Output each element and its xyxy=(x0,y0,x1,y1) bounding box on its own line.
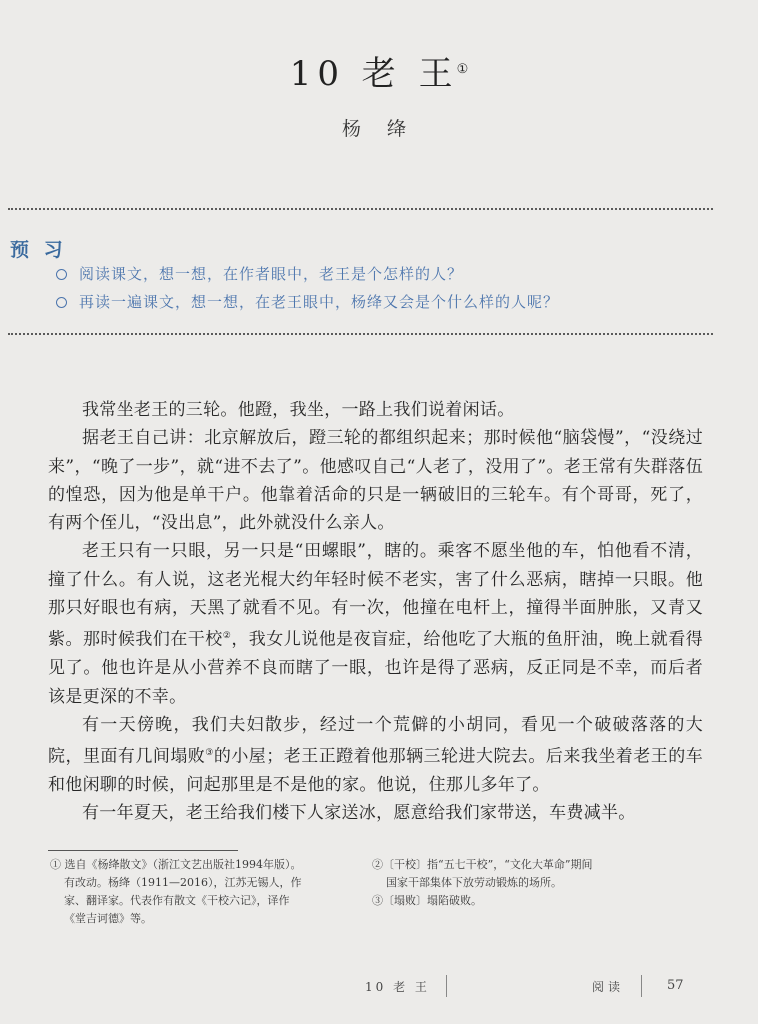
lesson-title-text: 10 老 王 xyxy=(289,54,459,94)
page-number: 57 xyxy=(667,978,684,993)
circle-bullet-icon xyxy=(56,269,67,280)
paragraph-3-part-1: 老王只有一只眼，另一只是“田螺眼”，瞎的。乘客不愿坐他的车，怕他看不清，撞了什么。有人说，这老光棍大约年轻时候不老实，害了什么恶病，瞎掉一只眼。他那只好眼也有病，天黑了就看不见。有一次，他撞在电杆上，撞得半面肿胀，又青又紫。那时候我们在干校 xyxy=(48,541,703,651)
footnote-line: ① 选自《杨绛散文》（浙江文艺出版社1994年版）。 xyxy=(50,858,302,871)
preview-item-text: 阅读课文，想一想，在作者眼中，老王是个怎样的人？ xyxy=(79,265,464,283)
footnote-line: 《堂吉诃德》等。 xyxy=(64,912,152,925)
footnote-line: ③〔塌败〕塌陷破败。 xyxy=(372,894,482,907)
footnotes-left xyxy=(50,856,355,928)
preview-item-text: 再读一遍课文，想一想，在老王眼中，杨绛又会是个什么样的人呢？ xyxy=(79,293,560,311)
preview-heading: 预 习 xyxy=(10,239,67,261)
paragraph-3-part-2: ，我女儿说他是夜盲症，给他吃了大瓶的鱼肝油，晚上就看得见了。他也许是从小营养不良而瞎了一眼，也许是得了恶病，反正同是不幸，而后者该是更深的不幸。 xyxy=(48,630,703,707)
title-footnote-mark: ① xyxy=(456,61,469,77)
footnote-ref-3: ③ xyxy=(205,748,214,759)
footer-section-name: 阅读 xyxy=(592,980,625,994)
paragraph-1: 我常坐老王的三轮。他蹬，我坐，一路上我们说着闲话。 xyxy=(82,400,515,420)
paragraph-3 xyxy=(48,537,703,710)
paragraph-4-part-1: 有一天傍晚，我们夫妇散步，经过一个荒僻的小胡同，看见一个破破落落的大院，里面有几间塌败 xyxy=(48,714,703,767)
preview-item xyxy=(56,288,736,316)
divider-bottom xyxy=(8,333,713,335)
paragraph-2: 据老王自己讲：北京解放后，蹬三轮的都组织起来；那时候他“脑袋慢”，“没绕过来”，“晚了一步”，就“进不去了”。他感叹自己“人老了，没用了”。老王常有失群落伍的惶恐，因为他是单干户。他靠着活命的只是一辆破旧的三轮车。有个哥哥，死了，有两个侄儿，“没出息”，此外就没什么亲人。 xyxy=(48,428,703,534)
footer-lesson-title: 10 老 王 xyxy=(365,980,430,994)
paragraph-4-part-2: 的小屋；老王正蹬着他那辆三轮进大院去。后来我坐着老王的车和他闲聊的时候，问起那里是不是他的家。他说，住那儿多年了。 xyxy=(48,746,703,796)
article-body xyxy=(48,396,703,828)
lesson-title xyxy=(0,46,758,95)
footnote-line: 有改动。杨绛（1911—2016），江苏无锡人，作 xyxy=(64,876,302,889)
footnote-rule xyxy=(48,850,238,851)
preview-list xyxy=(56,260,736,316)
footnote-line: 家、翻译家。代表作有散文《干校六记》，译作 xyxy=(64,894,290,907)
author-name: 杨 绛 xyxy=(341,118,417,140)
footer-separator xyxy=(641,975,642,997)
paragraph-5: 有一年夏天，老王给我们楼下人家送冰，愿意给我们家带送，车费减半。 xyxy=(82,803,636,824)
footnotes-right xyxy=(372,856,712,910)
footer-separator xyxy=(446,975,447,997)
paragraph-4 xyxy=(48,711,703,800)
preview-item xyxy=(56,260,736,288)
footnote-line: ②〔干校〕指“五七干校”，“文化大革命”期间 xyxy=(372,858,593,871)
footnote-line: 国家干部集体下放劳动锻炼的场所。 xyxy=(386,876,562,889)
divider-top xyxy=(8,208,713,210)
footnote-ref-2: ② xyxy=(222,631,232,642)
circle-bullet-icon xyxy=(56,297,67,308)
